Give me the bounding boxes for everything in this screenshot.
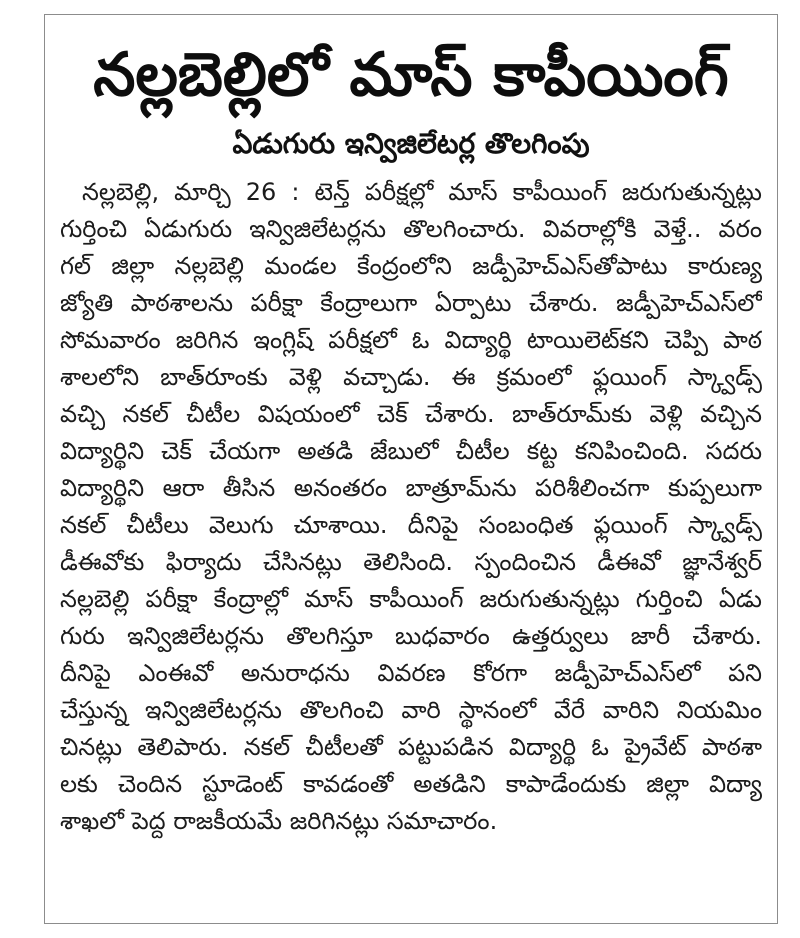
body-line: గల్ జిల్లా నల్లబెల్లి మండల కేంద్రంలోని జడ్పీహెచ్ఎస్‌తోపాటు కారుణ్య [60, 252, 762, 280]
body-line: లకు చెందిన స్టూడెంట్ కావడంతో అతడిని కాపాడేందుకు జిల్లా విద్యా [60, 770, 762, 798]
article-body [60, 174, 762, 840]
body-line: విద్యార్థిని చెక్ చేయగా అతడి జేబులో చీటీల కట్ట కనిపించింది. సదరు [60, 437, 762, 465]
body-line: నల్లబెల్లి పరీక్షా కేంద్రాల్లో మాస్ కాపీయింగ్ జరుగుతున్నట్లు గుర్తించి ఏడు [60, 585, 762, 613]
body-line: శాలలోని బాత్‌రూంకు వెళ్లి వచ్చాడు. ఈ క్రమంలో ఫ్లయింగ్ స్క్వాడ్స్ [60, 363, 762, 391]
body-line: వచ్చి నకల్ చీటీల విషయంలో చెక్ చేశారు. బాత్‌రూమ్‌కు వెళ్లి వచ్చిన [60, 400, 762, 428]
body-line: చినట్లు తెలిపారు. నకల్ చీటీలతో పట్టుపడిన విద్యార్థి ఓ ప్రైవేట్ పాఠశా [60, 733, 762, 761]
body-line: గురు ఇన్విజిలేటర్లను తొలగిస్తూ బుధవారం ఉత్తర్వులు జారీ చేశారు. [60, 622, 762, 650]
body-line: శాఖలో పెద్ద రాజకీయమే జరిగినట్లు సమాచారం. [60, 807, 498, 835]
article-subheadline: ఏడుగురు ఇన్విజిలేటర్ల తొలగింపు [232, 127, 590, 160]
body-line: విద్యార్థిని ఆరా తీసిన అనంతరం బాత్రూమ్‌ను పరిశీలించగా కుప్పలుగా [60, 474, 762, 502]
body-line: డీఈవోకు ఫిర్యాదు చేసినట్లు తెలిసింది. స్పందించిన డీఈవో జ్ఞానేశ్వర్ [60, 548, 762, 576]
body-line: నల్లబెల్లి, మార్చి 26 : టెన్త్ పరీక్షల్లో మాస్ కాపీయింగ్ జరుగుతున్నట్లు [82, 178, 762, 206]
body-line: దీనిపై ఎంఈవో అనురాధను వివరణ కోరగా జడ్పీహెచ్ఎస్‌లో పని [60, 659, 762, 687]
body-line: సోమవారం జరిగిన ఇంగ్లిష్ పరీక్షలో ఓ విద్యార్థి టాయిలెట్‌కని చెప్పి పాఠ [60, 326, 762, 354]
body-line: జ్యోతి పాఠశాలను పరీక్షా కేంద్రాలుగా ఏర్పాటు చేశారు. జడ్పీహెచ్ఎస్‌లో [60, 289, 762, 317]
body-line: చేస్తున్న ఇన్విజిలేటర్లను తొలగించి వారి స్థానంలో వేరే వారిని నియమిం [60, 696, 762, 724]
body-line: గుర్తించి ఏడుగురు ఇన్విజిలేటర్లను తొలగించారు. వివరాల్లోకి వెళ్తే.. వరం [60, 215, 762, 243]
article-headline: నల్లబెల్లిలో మాస్ కాపీయింగ్ [93, 40, 729, 110]
body-line: నకల్ చీటీలు వెలుగు చూశాయి. దీనిపై సంబంధిత ఫ్లయింగ్ స్క్వాడ్స్ [60, 511, 762, 539]
